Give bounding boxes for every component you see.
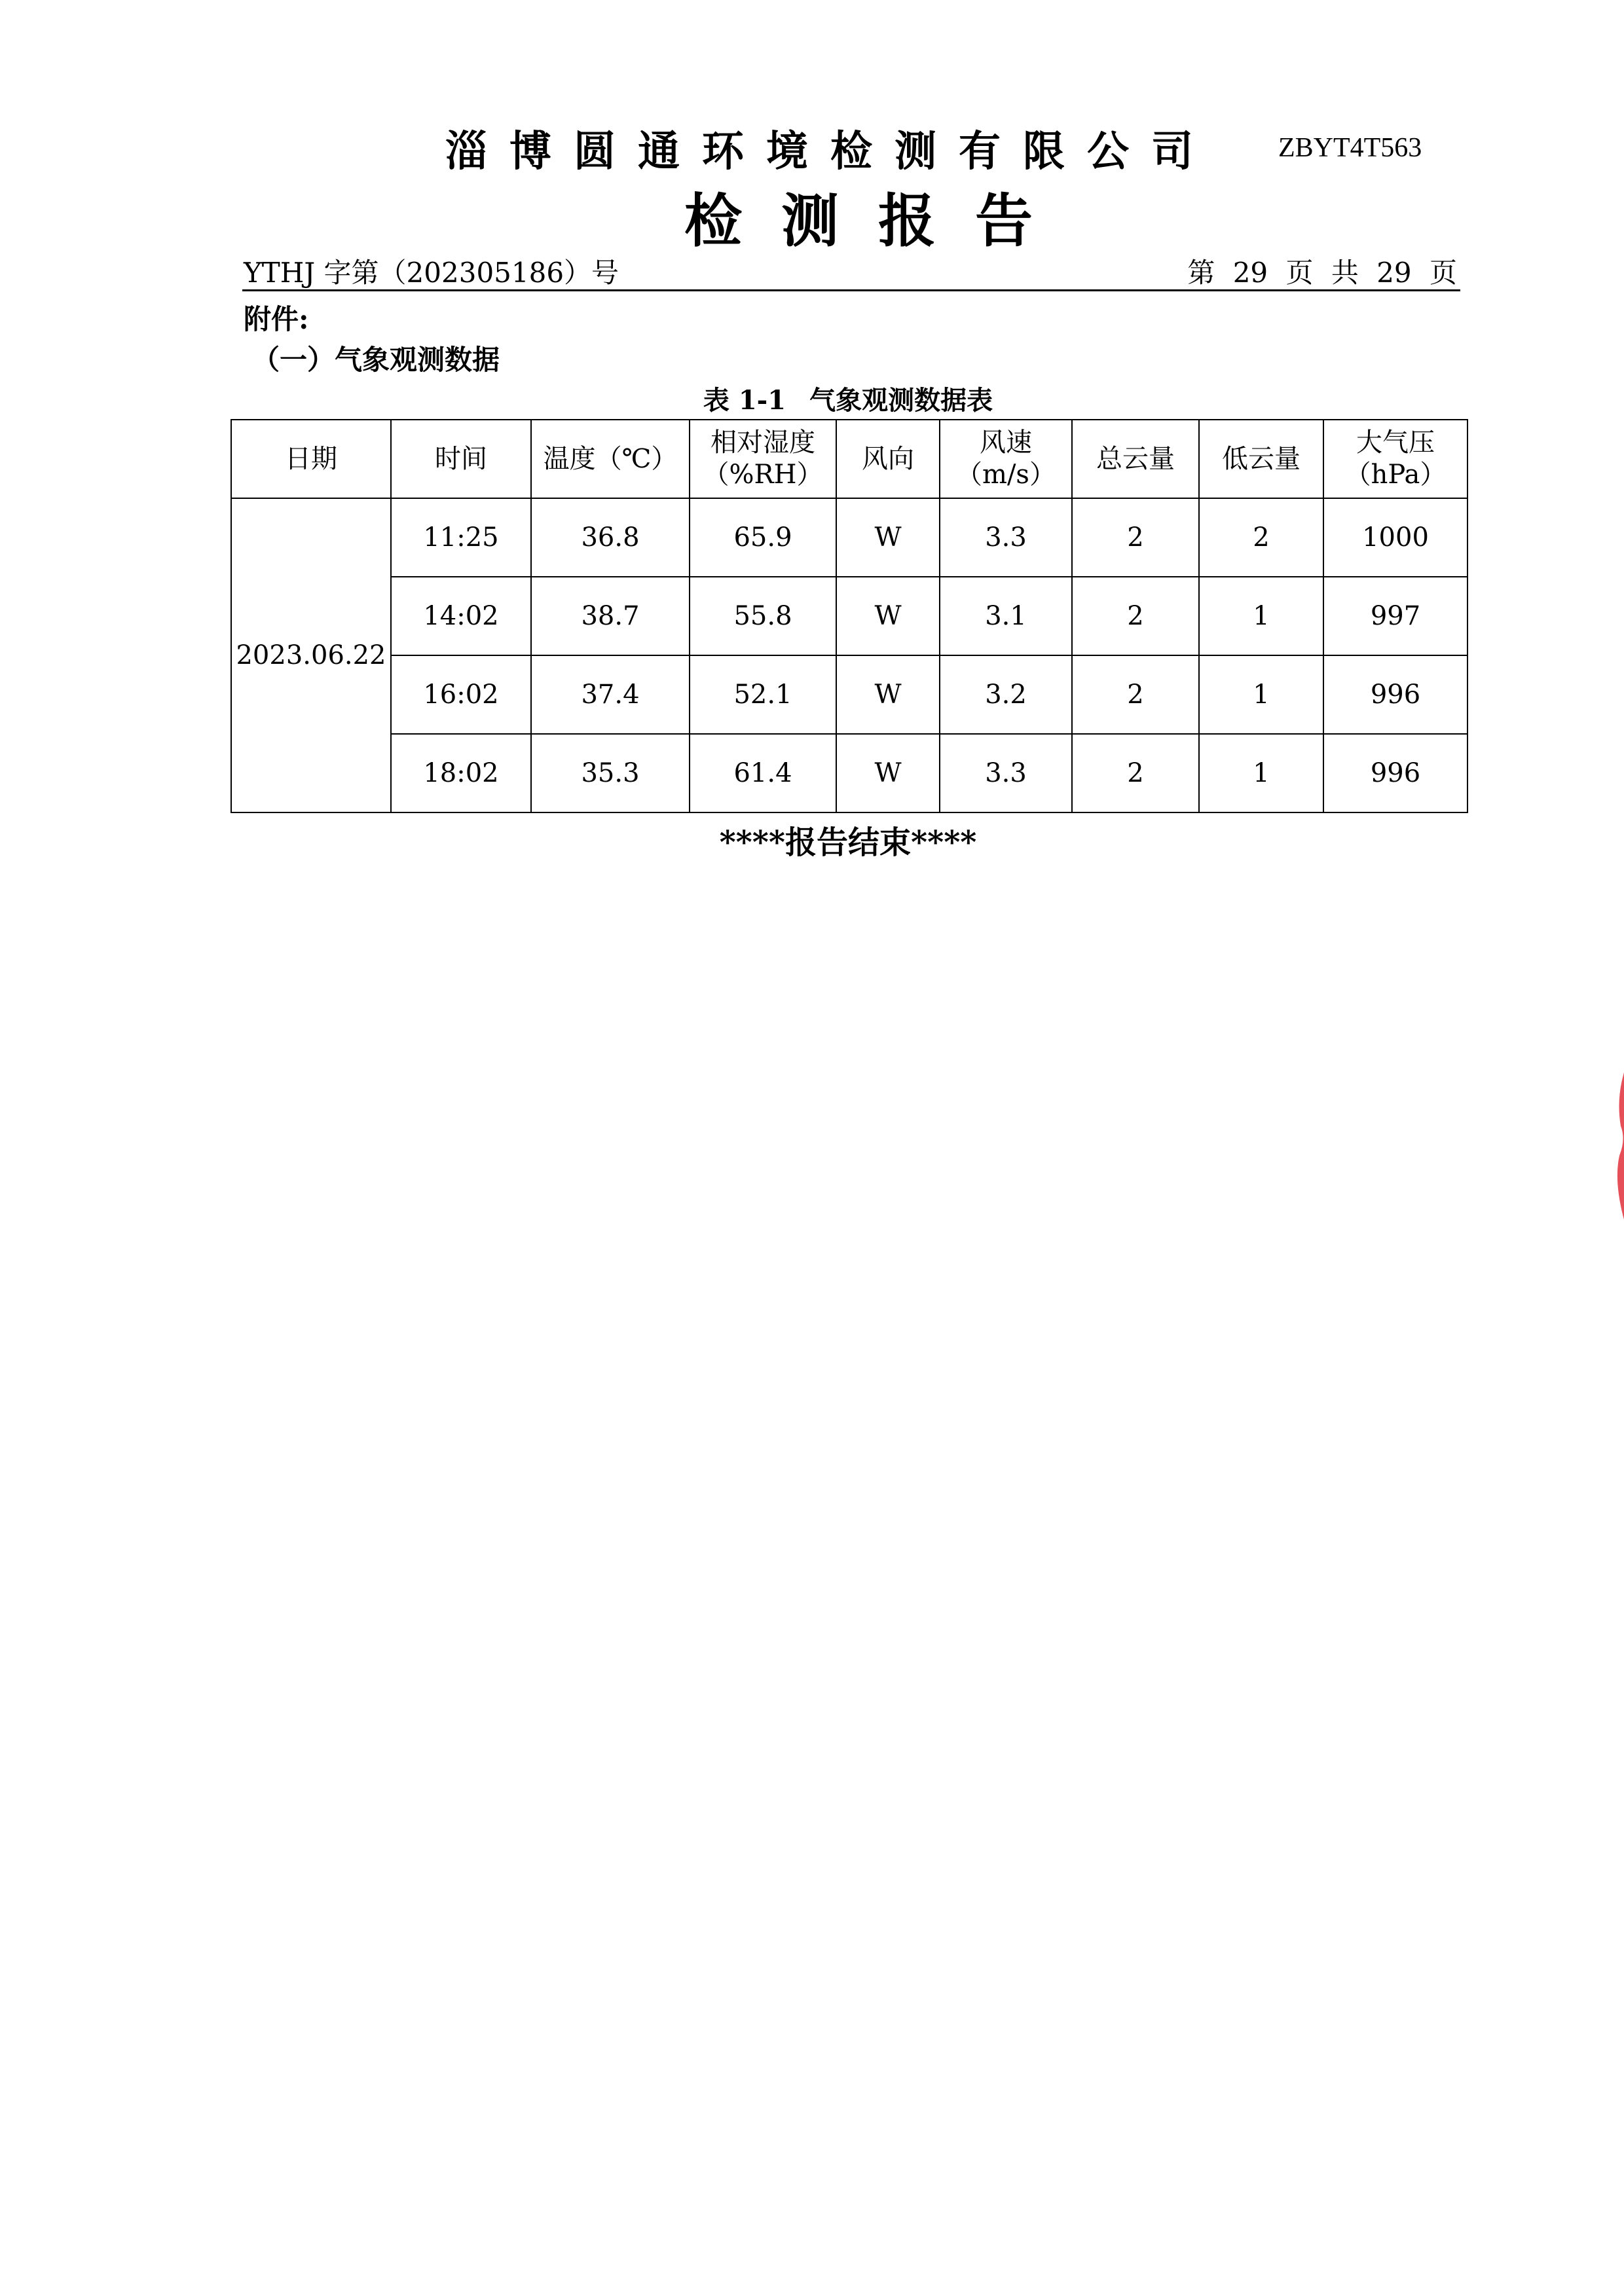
header-wind-speed <box>940 420 1072 498</box>
pressure-cell: 1000 <box>1323 498 1467 577</box>
wind-direction-cell: W <box>836 655 940 734</box>
temperature-cell: 36.8 <box>531 498 690 577</box>
table-row <box>231 655 1467 734</box>
header-wind-speed-unit: （m/s） <box>956 460 1056 490</box>
company-name: 淄博圆通环境检测有限公司 <box>445 127 1215 176</box>
temperature-cell: 35.3 <box>531 734 690 812</box>
temperature-cell: 38.7 <box>531 577 690 655</box>
report-title: 检测报告 <box>684 187 1073 255</box>
table-row <box>231 498 1467 577</box>
humidity-cell: 52.1 <box>690 655 836 734</box>
time-cell: 14:02 <box>391 577 531 655</box>
date-cell: 2023.06.22 <box>231 498 391 812</box>
table-header-row <box>231 420 1467 498</box>
seal-stamp-icon <box>1608 1048 1624 1231</box>
table-row <box>231 734 1467 812</box>
wind-speed-cell: 3.3 <box>940 734 1072 812</box>
header-low-cloud: 低云量 <box>1199 420 1323 498</box>
header-time: 时间 <box>391 420 531 498</box>
humidity-cell: 65.9 <box>690 498 836 577</box>
total-cloud-cell: 2 <box>1072 655 1199 734</box>
humidity-cell: 55.8 <box>690 577 836 655</box>
pressure-cell: 996 <box>1323 734 1467 812</box>
wind-direction-cell: W <box>836 734 940 812</box>
header-divider <box>242 289 1460 291</box>
wind-direction-cell: W <box>836 577 940 655</box>
attachment-label: 附件: <box>244 303 309 335</box>
header-wind-speed-label: 风速 <box>980 428 1032 458</box>
header-humidity <box>690 420 836 498</box>
header-pressure <box>1323 420 1467 498</box>
pressure-cell: 996 <box>1323 655 1467 734</box>
table-caption-number: 表 1-1 <box>703 385 786 416</box>
section-title: （一）气象观测数据 <box>252 344 500 376</box>
low-cloud-cell: 2 <box>1199 498 1323 577</box>
wind-direction-cell: W <box>836 498 940 577</box>
header-pressure-label: 大气压 <box>1356 428 1435 458</box>
total-cloud-cell: 2 <box>1072 734 1199 812</box>
time-cell: 18:02 <box>391 734 531 812</box>
report-number: YTHJ 字第（202305186）号 <box>244 257 619 289</box>
humidity-cell: 61.4 <box>690 734 836 812</box>
low-cloud-cell: 1 <box>1199 577 1323 655</box>
temperature-cell: 37.4 <box>531 655 690 734</box>
pressure-cell: 997 <box>1323 577 1467 655</box>
wind-speed-cell: 3.1 <box>940 577 1072 655</box>
header-pressure-unit: （hPa） <box>1344 460 1447 490</box>
header-temperature: 温度（℃） <box>531 420 690 498</box>
page-info: 第 29 页 共 29 页 <box>1187 257 1457 289</box>
time-cell: 16:02 <box>391 655 531 734</box>
table-row <box>231 577 1467 655</box>
document-code: ZBYT4T563 <box>1278 133 1422 163</box>
report-end-marker: ****报告结束**** <box>719 824 977 861</box>
low-cloud-cell: 1 <box>1199 734 1323 812</box>
total-cloud-cell: 2 <box>1072 498 1199 577</box>
low-cloud-cell: 1 <box>1199 655 1323 734</box>
weather-data-table <box>231 419 1468 813</box>
header-wind-direction: 风向 <box>836 420 940 498</box>
wind-speed-cell: 3.3 <box>940 498 1072 577</box>
wind-speed-cell: 3.2 <box>940 655 1072 734</box>
table-caption-title: 气象观测数据表 <box>809 385 993 416</box>
time-cell: 11:25 <box>391 498 531 577</box>
total-cloud-cell: 2 <box>1072 577 1199 655</box>
header-humidity-label: 相对湿度 <box>710 428 815 458</box>
header-humidity-unit: （%RH） <box>703 460 823 490</box>
header-total-cloud: 总云量 <box>1072 420 1199 498</box>
table-caption <box>0 380 1624 417</box>
header-date: 日期 <box>231 420 391 498</box>
